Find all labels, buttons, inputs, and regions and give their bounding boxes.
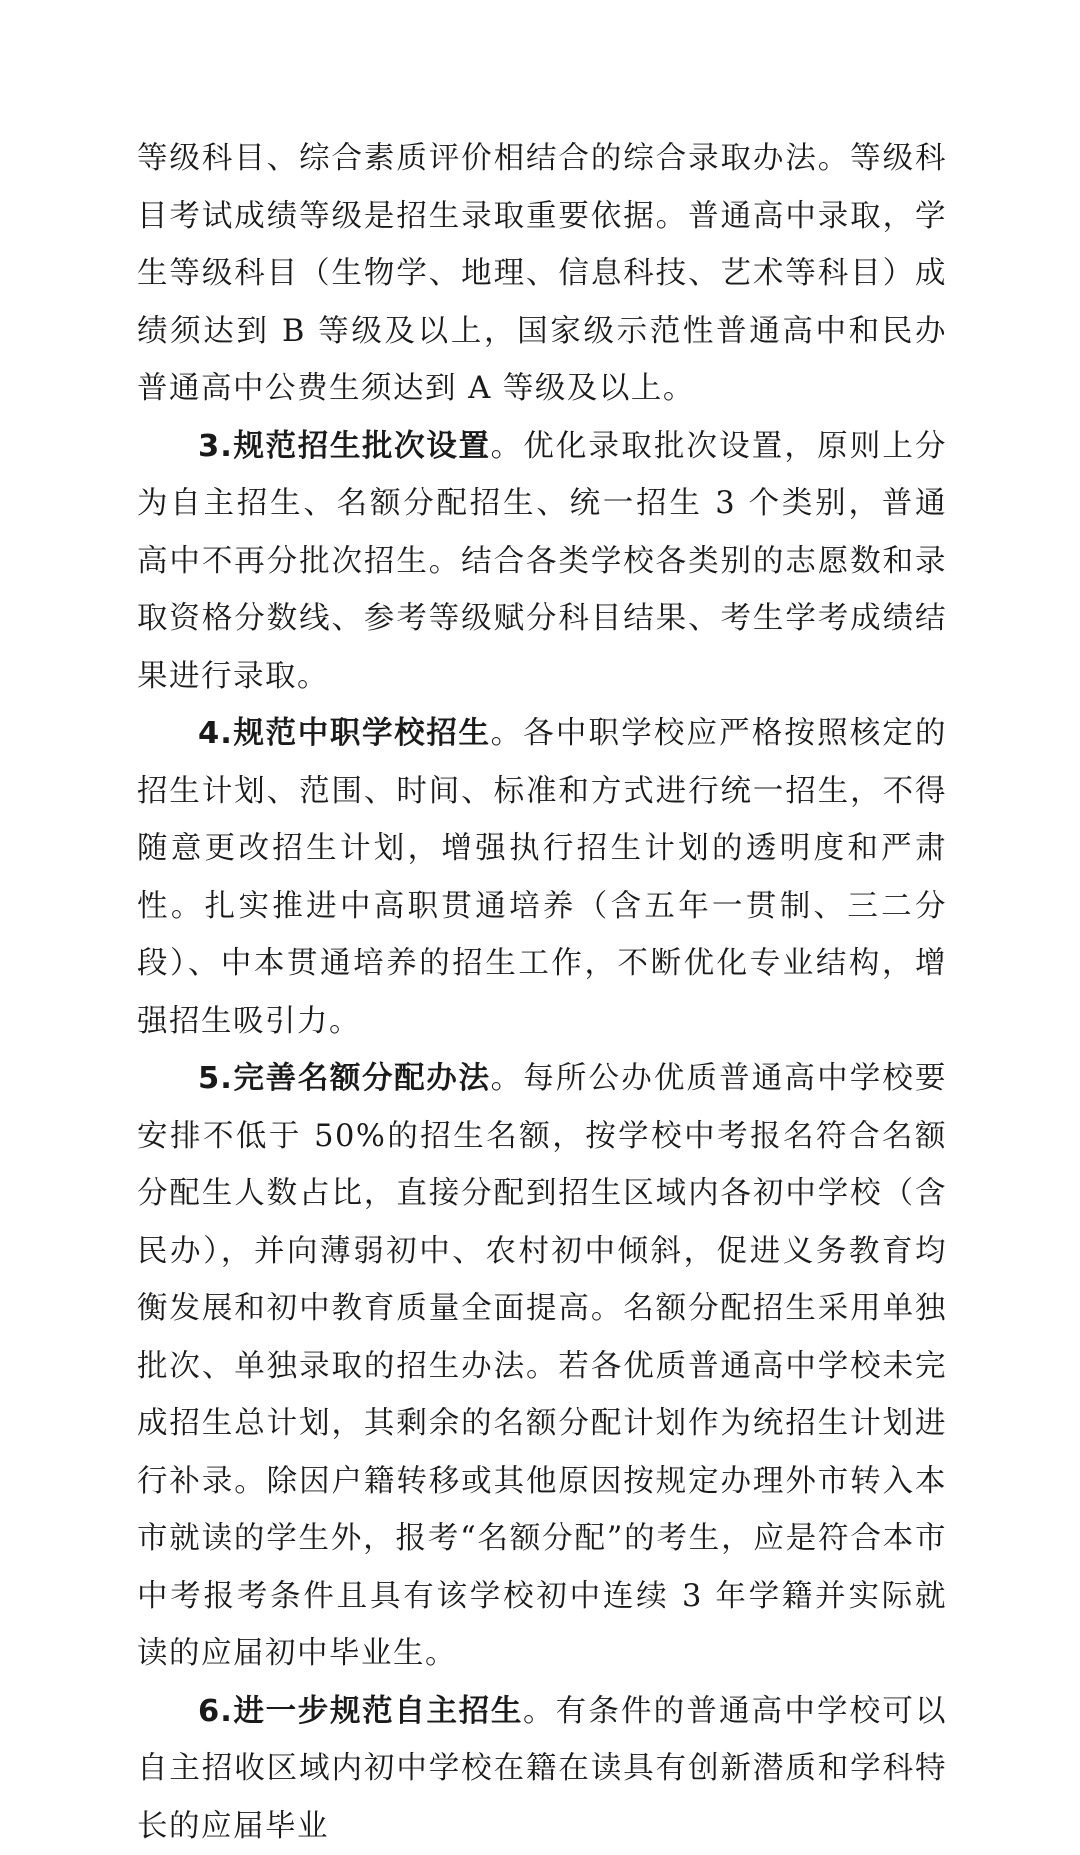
paragraph-text: 。每所公办优质普通高中学校要安排不低于 50%的招生名额，按学校中考报名符合名额分配生人数占比，直接分配到招生区域内各初中学校（含民办），并向薄弱初中、农村初中倾斜，促进义务教育均衡发展和初中教育质量全面提高。名额分配招生采用单独批次、单独录取的招生办法。若各优质普通高中学校未完成招生总计划，其剩余的名额分配计划作为统招生计划进行补录。除因户籍转移或其他原因按规定办理外市转入本市就读的学生外，报考“名额分配”的考生，应是符合本市中考报考条件且具有该学校初中连续 3 年学籍并实际就读的应届初中毕业生。 — [137, 1061, 947, 1671]
paragraph-heading: 4.规范中职学校招生 — [198, 716, 491, 751]
paragraph-heading: 5.完善名额分配办法 — [198, 1061, 491, 1096]
paragraph-text: 。优化录取批次设置，原则上分为自主招生、名额分配招生、统一招生 3 个类别，普通高中不再分批次招生。结合各类学校各类别的志愿数和录取资格分数线、参考等级赋分科目结果、考生学考成绩结果进行录取。 — [137, 429, 947, 694]
paragraph-item-3 — [137, 418, 947, 706]
paragraph-item-6 — [137, 1683, 947, 1855]
paragraph-heading: 6.进一步规范自主招生 — [198, 1694, 523, 1729]
paragraph-text: 等级科目、综合素质评价相结合的综合录取办法。等级科目考试成绩等级是招生录取重要依据。普通高中录取，学生等级科目（生物学、地理、信息科技、艺术等科目）成绩须达到 B 等级及以上，国家级示范性普通高中和民办普通高中公费生须达到 A 等级及以上。 — [137, 141, 947, 406]
document-body — [137, 130, 947, 1855]
paragraph-item-4 — [137, 705, 947, 1050]
paragraph-continuation — [137, 130, 947, 418]
paragraph-item-5 — [137, 1050, 947, 1683]
paragraph-text: 。各中职学校应严格按照核定的招生计划、范围、时间、标准和方式进行统一招生，不得随意更改招生计划，增强执行招生计划的透明度和严肃性。扎实推进中高职贯通培养（含五年一贯制、三二分段）、中本贯通培养的招生工作，不断优化专业结构，增强招生吸引力。 — [137, 716, 947, 1039]
paragraph-heading: 3.规范招生批次设置 — [198, 429, 491, 464]
paragraph-text: 。有条件的普通高中学校可以自主招收区域内初中学校在籍在读具有创新潜质和学科特长的应届毕业 — [137, 1694, 947, 1844]
